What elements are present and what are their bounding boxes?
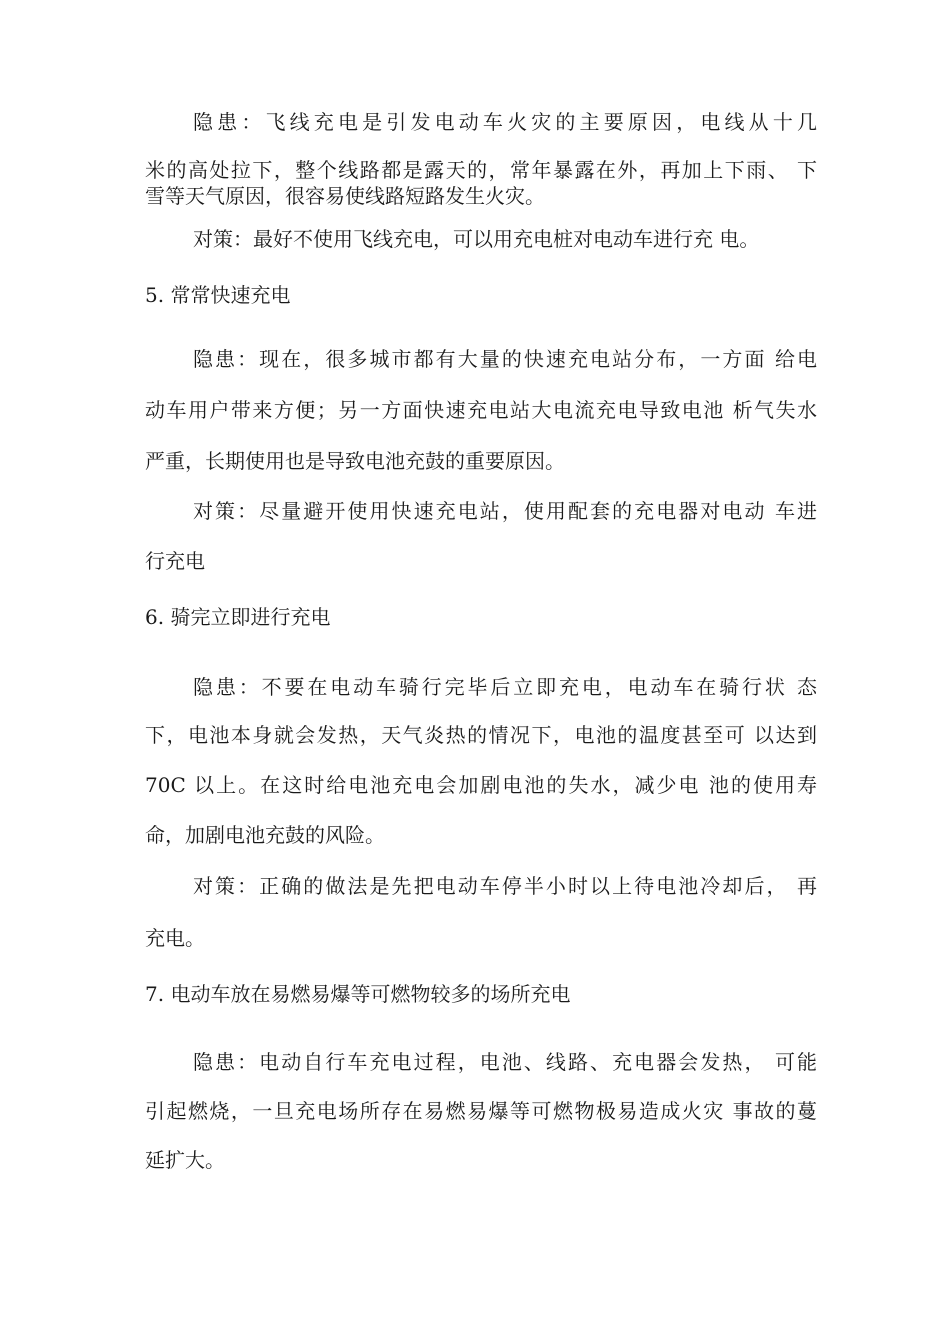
paragraph-line: 对策：正确的做法是先把电动车停半小时以上待电池冷却后， 再 [193,874,817,898]
paragraph-line: 下，电池本身就会发热，天气炎热的情况下，电池的温度甚至可 以达到 [145,723,817,747]
paragraph-line: 隐患：飞线充电是引发电动车火灾的主要原因，电线从十几 [193,110,817,134]
section-heading: 7. 电动车放在易燃易爆等可燃物较多的场所充电 [145,982,571,1006]
paragraph-line: 隐患：现在，很多城市都有大量的快速充电站分布，一方面 给电 [193,347,817,371]
paragraph-line: 雪等天气原因，很容易使线路短路发生火灾。 [145,184,545,208]
paragraph-line: 米的高处拉下，整个线路都是露天的，常年暴露在外，再加上下雨、 下 [145,158,817,182]
section-heading: 6. 骑完立即进行充电 [145,605,331,629]
paragraph-line: 充电。 [145,926,205,950]
paragraph-line: 动车用户带来方便；另一方面快速充电站大电流充电导致电池 析气失水 [145,398,817,422]
section-heading: 5. 常常快速充电 [145,283,291,307]
paragraph-line: 行充电 [145,549,205,573]
paragraph-line: 命，加剧电池充鼓的风险。 [145,823,385,847]
paragraph-line: 隐患：不要在电动车骑行完毕后立即充电，电动车在骑行状 态 [193,675,817,699]
paragraph-line: 对策：尽量避开使用快速充电站，使用配套的充电器对电动 车进 [193,499,817,523]
paragraph-line: 隐患：电动自行车充电过程，电池、线路、充电器会发热， 可能 [193,1050,817,1074]
paragraph-line: 延扩大。 [145,1148,225,1172]
paragraph-line: 70C 以上。在这时给电池充电会加剧电池的失水，减少电 池的使用寿 [145,773,817,797]
paragraph-line: 引起燃烧，一旦充电场所存在易燃易爆等可燃物极易造成火灾 事故的蔓 [145,1099,817,1123]
paragraph-line: 严重，长期使用也是导致电池充鼓的重要原因。 [145,449,565,473]
paragraph-line: 对策：最好不使用飞线充电，可以用充电桩对电动车进行充 电。 [193,227,760,251]
